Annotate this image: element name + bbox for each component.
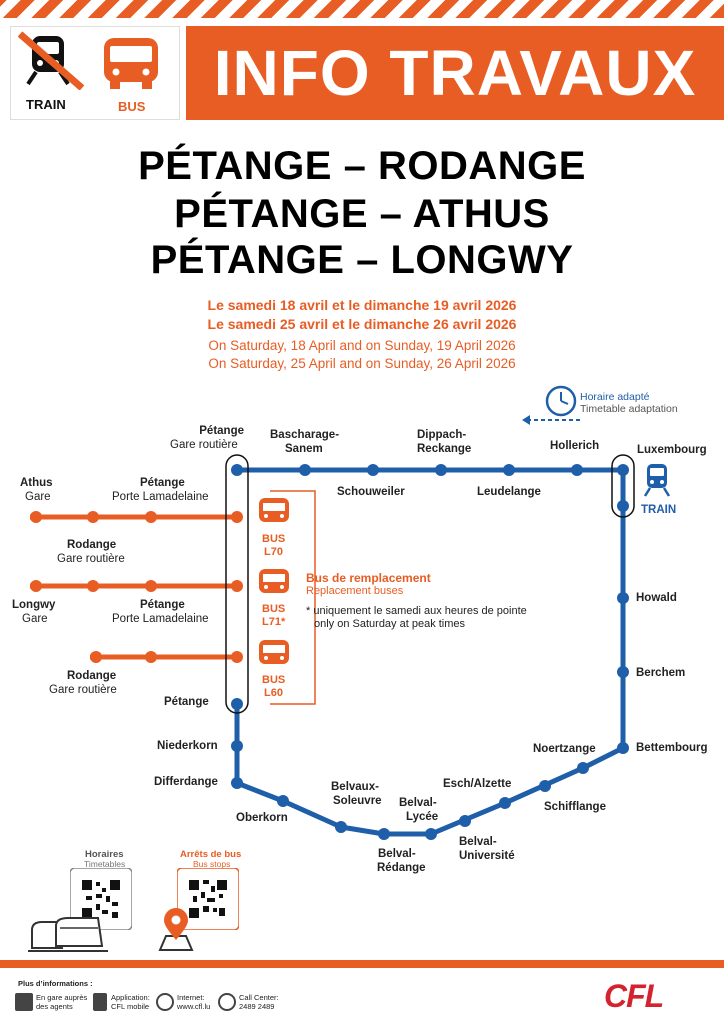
- label-rodange-2-sub: Gare routière: [49, 684, 117, 696]
- label-rodange-1: Rodange: [67, 539, 117, 551]
- stop-bus-mid-3: [145, 651, 157, 663]
- bus-icon: [100, 34, 162, 94]
- map-pin-icon: [156, 906, 196, 954]
- stop-esch: [499, 797, 511, 809]
- bus-icon-l71: [257, 567, 291, 599]
- footer-internet-link[interactable]: www.cfl.lu: [177, 1002, 211, 1011]
- stop-berchem: [617, 666, 629, 678]
- bus-icon-l70: [257, 496, 291, 528]
- label-petange-pl1: Pétange: [140, 477, 185, 489]
- label-esch: Esch/Alzette: [443, 778, 512, 790]
- stop-leudelange: [503, 464, 515, 476]
- stop-bus-petange-1: [231, 511, 243, 523]
- label-petange-gr-sub: Gare routière: [170, 439, 238, 451]
- route-line-3: PÉTANGE – LONGWY: [150, 238, 574, 282]
- label-bettembourg: Bettembourg: [636, 742, 708, 754]
- timetable-label-en: Timetable adaptation: [580, 403, 678, 415]
- label-rodange-2: Rodange: [67, 670, 117, 682]
- label-train: TRAIN: [641, 504, 677, 516]
- label-belvaux-2: Soleuvre: [333, 795, 382, 807]
- train-label: TRAIN: [26, 97, 66, 112]
- label-bascharage-1: Bascharage-: [270, 429, 340, 441]
- date-en-2: On Saturday, 25 April and on Sunday, 26 April 2026: [208, 356, 516, 371]
- note-en: only on Saturday at peak times: [314, 618, 466, 630]
- footer-call-number[interactable]: 2489 2489: [239, 1002, 275, 1011]
- bus-icon-l60: [257, 638, 291, 670]
- route-line-1: PÉTANGE – RODANGE: [138, 144, 586, 188]
- footer-app-1: Application:: [111, 993, 150, 1002]
- page-title: INFO TRAVAUX: [213, 37, 697, 109]
- label-luxembourg: Luxembourg: [637, 444, 707, 456]
- stop-bettembourg: [617, 742, 629, 754]
- footer-call-1: Call Center:: [239, 993, 279, 1002]
- qr-stops-fr: Arrêts de bus: [180, 849, 242, 860]
- label-petange-pl2: Pétange: [140, 599, 185, 611]
- footer-internet-1: Internet:: [177, 993, 205, 1002]
- station-agent-icon: [15, 993, 33, 1011]
- footer-agents-2: des agents: [36, 1002, 73, 1011]
- stop-rodange-1: [145, 511, 157, 523]
- label-belval-redange-1: Belval-: [378, 848, 416, 860]
- bus-line-l71: L71*: [262, 616, 286, 628]
- label-schifflange: Schifflange: [544, 801, 606, 813]
- stop-bus-petange-2: [231, 580, 243, 592]
- label-berchem: Berchem: [636, 667, 686, 679]
- label-petange-pl1-sub: Porte Lamadelaine: [112, 491, 209, 503]
- label-athus-sub: Gare: [25, 491, 51, 503]
- label-dippach-1: Dippach-: [417, 429, 467, 441]
- date-fr-2: Le samedi 25 avril et le dimanche 26 avril 2026: [207, 316, 517, 332]
- label-leudelange: Leudelange: [477, 486, 541, 498]
- footer-app-2[interactable]: CFL mobile: [111, 1002, 150, 1011]
- label-hollerich: Hollerich: [550, 440, 600, 452]
- label-schouweiler: Schouweiler: [337, 486, 405, 498]
- hazard-stripe: [0, 0, 724, 18]
- label-differdange: Differdange: [154, 776, 218, 788]
- stop-schifflange: [539, 780, 551, 792]
- label-oberkorn: Oberkorn: [236, 812, 288, 824]
- label-belval-univ-2: Université: [459, 850, 515, 862]
- stop-differdange: [231, 777, 243, 789]
- headset-icon: [218, 993, 236, 1011]
- footer-agents-1: En gare auprès: [36, 993, 88, 1002]
- stop-schouweiler: [367, 464, 379, 476]
- note-fr: * uniquement le samedi aux heures de pointe: [306, 605, 527, 617]
- mobile-app-icon: [93, 993, 107, 1011]
- stop-niederkorn: [231, 740, 243, 752]
- label-belvaux-1: Belvaux-: [331, 781, 379, 793]
- stop-belval-lycee: [425, 828, 437, 840]
- stop-bus-petange-3: [231, 651, 243, 663]
- bus-word-l70: BUS: [262, 533, 286, 545]
- stop-oberkorn: [277, 795, 289, 807]
- label-petange: Pétange: [164, 696, 209, 708]
- stop-luxembourg: [617, 464, 629, 476]
- replacement-fr: Bus de remplacement: [306, 571, 431, 585]
- bus-label: BUS: [118, 99, 146, 114]
- bus-word-l60: BUS: [262, 674, 286, 686]
- stop-rodange-mid: [145, 580, 157, 592]
- footer-more-info: Plus d’informations :: [18, 979, 93, 988]
- label-bascharage-2: Sanem: [285, 443, 323, 455]
- label-dippach-2: Reckange: [417, 443, 472, 455]
- footer-bar: [0, 960, 724, 968]
- label-belval-univ-1: Belval-: [459, 836, 497, 848]
- stop-petange-gr: [231, 464, 243, 476]
- stop-noertzange: [577, 762, 589, 774]
- label-rodange-1-sub: Gare routière: [57, 553, 125, 565]
- stop-longwy: [30, 580, 42, 592]
- bus-word-l71: BUS: [262, 603, 286, 615]
- stop-luxembourg-train: [617, 500, 629, 512]
- label-belval-redange-2: Rédange: [377, 862, 426, 874]
- date-fr-1: Le samedi 18 avril et le dimanche 19 avril 2026: [207, 297, 517, 313]
- replacement-en: Replacement buses: [306, 585, 404, 597]
- stop-belval-redange: [378, 828, 390, 840]
- label-noertzange: Noertzange: [533, 743, 596, 755]
- train-crossed-icon: [18, 30, 88, 90]
- stop-petange: [231, 698, 243, 710]
- label-belval-lycee-1: Belval-: [399, 797, 437, 809]
- label-howald: Howald: [636, 592, 677, 604]
- label-belval-lycee-2: Lycée: [406, 811, 439, 823]
- train-icon: [642, 462, 672, 498]
- label-longwy-sub: Gare: [22, 613, 48, 625]
- stop-athus: [30, 511, 42, 523]
- label-longwy: Longwy: [12, 599, 56, 611]
- label-athus: Athus: [20, 477, 53, 489]
- stop-petange-pl1: [87, 511, 99, 523]
- bus-line-l60: L60: [264, 687, 283, 699]
- stop-belval-universite: [459, 815, 471, 827]
- date-en-1: On Saturday, 18 April and on Sunday, 19 April 2026: [208, 338, 516, 353]
- qr-stops-en: Bus stops: [193, 859, 231, 869]
- globe-icon: [156, 993, 174, 1011]
- qr-timetables-en: Timetables: [84, 859, 126, 869]
- stop-rodange-2: [90, 651, 102, 663]
- qr-timetables-fr: Horaires: [85, 849, 124, 860]
- label-niederkorn: Niederkorn: [157, 740, 218, 752]
- timetable-label-fr: Horaire adapté: [580, 391, 650, 403]
- stop-bascharage: [299, 464, 311, 476]
- clock-icon: [544, 384, 578, 418]
- cfl-logo: CFL: [604, 978, 664, 1014]
- label-petange-pl2-sub: Porte Lamadelaine: [112, 613, 209, 625]
- label-petange-gr: Pétange: [199, 425, 244, 437]
- stop-howald: [617, 592, 629, 604]
- stop-belvaux: [335, 821, 347, 833]
- stop-petange-pl2: [87, 580, 99, 592]
- trains-illustration-icon: [28, 912, 108, 954]
- stop-hollerich: [571, 464, 583, 476]
- stop-dippach: [435, 464, 447, 476]
- route-line-2: PÉTANGE – ATHUS: [174, 192, 550, 236]
- bus-line-l70: L70: [264, 546, 283, 558]
